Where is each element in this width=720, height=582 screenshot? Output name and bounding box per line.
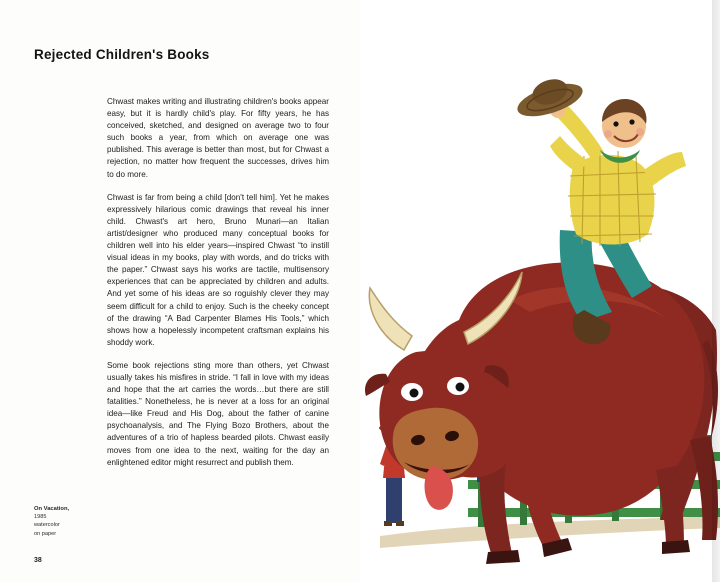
page-title: Rejected Children's Books [34,47,210,63]
paragraph: Chwast is far from being a child [don't tell him]. Yet he makes expressively hilarious comic drawings that reveal his inner child. Chwast's art hero, Bruno Munari—an Italian artist/designer who produced many conceptual books for children well into his elder years—inspired Chwast “to instill visual ideas in my books, play with words, and do tricks with the paper.” Chwast says his works are tactile, multisensory experiences that can be appreciated by children and adults. And yet some of his ideas are so roguishly clever they may seem difficult for a child to enjoy. Such is the cheeky concept of the drawing “A Bad Carpenter Blames His Tools,” which shows how a hopelessly incompetent craftsman explains his shoddy work. [107,192,329,347]
body-text-column [107,96,329,480]
page-right [360,0,720,582]
on-vacation-illustration [360,0,720,582]
paragraph: Some book rejections sting more than others, yet Chwast usually takes his misfires in stride. “I fall in love with my ideas and hope that the art carries the words…but there are still fatalities.” Nonetheless, he is never at a loss for an original idea—like Freud and His Dog, about the father of canine psychoanalysis, and The Flying Bozo Brothers, about the adventures of a trio of hapless bearded pilots. Chwast easily moves from one idea to the next, waiting for the day an enlightened editor might resurrect and publish them. [107,360,329,467]
caption-title: On Vacation, [34,506,70,512]
figure-caption [34,505,98,538]
caption-medium-line2: on paper [34,530,57,537]
paragraph: Chwast makes writing and illustrating children's books appear easy, but it is hardly child's play. For fifty years, he has conceived, sketched, and designed on average two to four such books a year, from which on average one was published. This average is better than most, but for Chwast a rejection, no matter how frequent the successes, drives him to do more. [107,97,329,179]
caption-year: 1985 [34,514,47,521]
page-number: 38 [34,557,42,564]
caption-medium-line1: watercolor [34,522,60,529]
